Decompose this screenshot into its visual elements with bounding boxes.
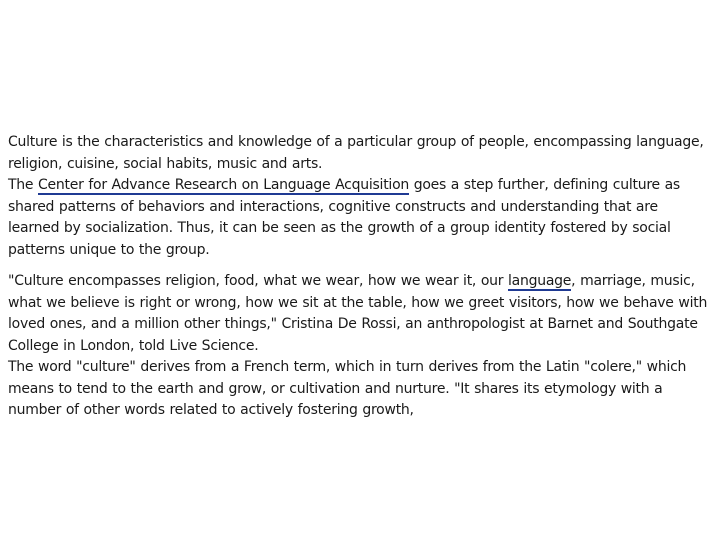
paragraph-gap	[8, 261, 708, 271]
paragraph-text: , marriage, music, what we believe is right or wrong, how we sit at the table, how we greet visitors, how we behave with loved ones, and a million other things," Cristina De Rossi, an anthropologist at Barnet and Southgate College in London, told Live Science.	[8, 273, 708, 354]
paragraph-text: The	[8, 177, 38, 193]
paragraph-carla-definition	[8, 175, 708, 261]
paragraph-quote	[8, 271, 708, 357]
paragraph-etymology: The word "culture" derives from a French term, which in turn derives from the Latin "colere," which means to tend to the earth and grow, or cultivation and nurture. "It shares its etymology with a number of other words related to actively fostering growth,	[8, 359, 687, 418]
paragraph-text: goes a step further, defining culture as shared patterns of behaviors and interactions, cognitive constructs and understanding that are learned by socialization. Thus, it can be seen as the growth of a group identity fostered by social patterns unique to the group.	[8, 177, 680, 258]
language-link[interactable]: language	[507, 273, 572, 289]
article-body	[8, 132, 708, 422]
paragraph-culture-definition: Culture is the characteristics and knowledge of a particular group of people, encompassing language, religion, cuisine, social habits, music and arts.	[8, 134, 704, 172]
paragraph-text: "Culture encompasses religion, food, what we wear, how we wear it, our	[8, 273, 508, 289]
carla-link[interactable]: Center for Advance Research on Language Acquisition	[38, 177, 410, 193]
